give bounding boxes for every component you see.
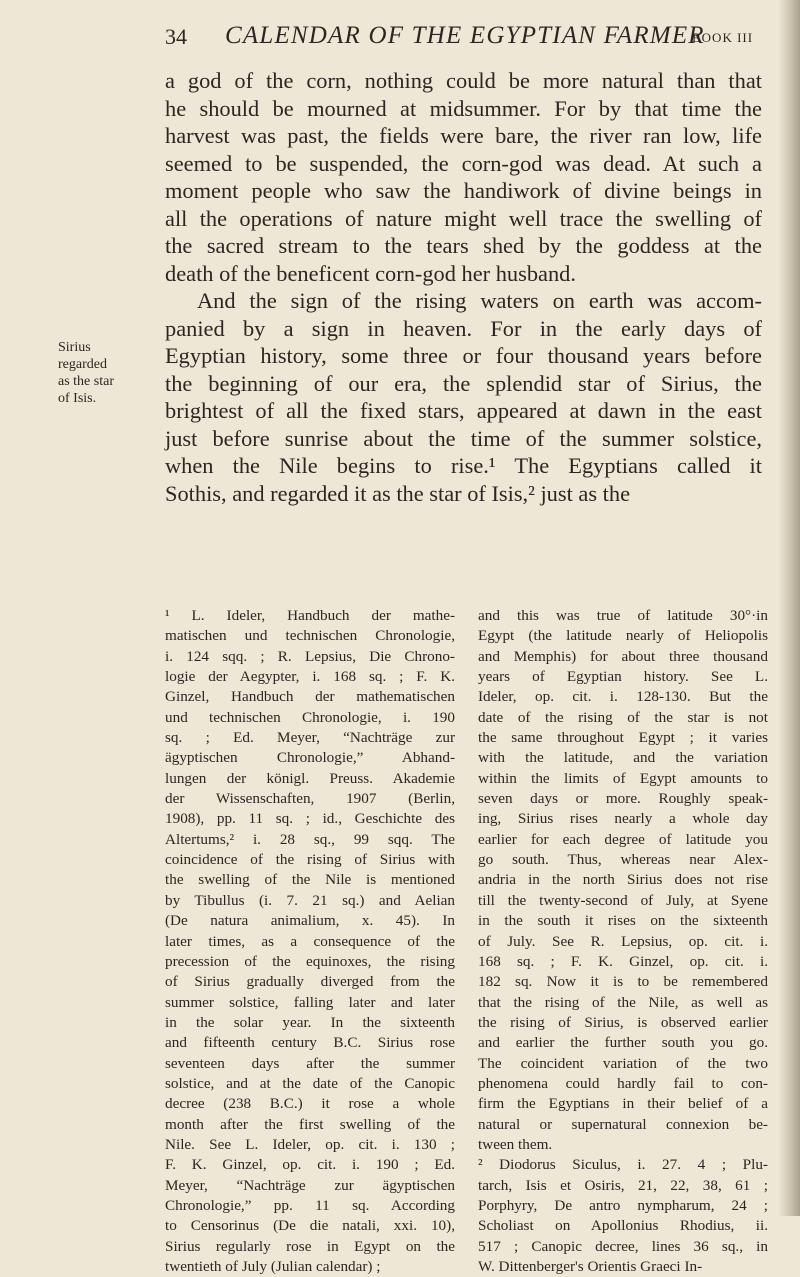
footnote-line: date of the rising of the star is not (478, 708, 768, 726)
body-text-line: he should be mourned at midsummer. For by that time the (165, 95, 762, 121)
footnote-line: within the limits of Egypt amounts to (478, 769, 768, 787)
footnote-line: precession of the equinoxes, the rising (165, 952, 455, 970)
footnote-line: and Memphis) for about three thousand (478, 647, 768, 665)
footnote-line: solstice, and at the date of the Canopic (165, 1074, 455, 1092)
footnote-line: W. Dittenberger's Orientis Graeci In- (478, 1258, 703, 1275)
footnote-line: der Wissenschaften, 1907 (Berlin, (165, 790, 455, 808)
footnote-line: tarch, Isis et Osiris, 21, 22, 38, 61 ; (478, 1176, 768, 1194)
footnote-line: till the twenty-second of July, at Syene (478, 891, 768, 909)
footnote-line: and earlier the further south you go. (478, 1034, 768, 1052)
footnote-line: 517 ; Canopic decree, lines 36 sq., in (478, 1237, 768, 1255)
footnote-line: Egypt (the latitude nearly of Heliopolis (478, 627, 768, 645)
body-text-line: moment people who saw the handiwork of divine beings in (165, 178, 762, 203)
margin-note-line: as the star (58, 374, 114, 389)
footnote-line: month after the first swelling of the (165, 1115, 455, 1133)
body-text-line: a god of the corn, nothing could be more natural than that (165, 68, 762, 93)
footnote-line: go south. Thus, whereas near Alex- (478, 851, 768, 869)
body-text-line: panied by a sign in heaven. For in the early days of (165, 315, 762, 341)
footnote-line: of July. See R. Lepsius, op. cit. i. (478, 932, 768, 950)
body-text-line: when the Nile begins to rise.¹ The Egyptians called it (165, 453, 762, 478)
footnotes-left-column (165, 606, 455, 1277)
margin-note-line: regarded (58, 357, 107, 372)
body-text-line: all the operations of nature might well trace the swelling of (165, 205, 762, 231)
body-text (165, 67, 762, 507)
footnote-line: Altertums,² i. 28 sq., 99 sqq. The (165, 830, 455, 848)
footnote-line: coincidence of the rising of Sirius with (165, 851, 455, 869)
footnote-line: Scholiast on Apollonius Rhodius, ii. (478, 1217, 768, 1235)
footnote-line: the swelling of the Nile is mentioned (165, 871, 455, 889)
footnote-line: that the rising of the Nile, as well as (478, 993, 768, 1011)
footnote-line: (De natura animalium, x. 45). In (165, 912, 455, 930)
footnote-line: to Censorinus (De die natali, xxi. 10), (165, 1217, 455, 1235)
running-title: CALENDAR OF THE EGYPTIAN FARMER (225, 22, 705, 49)
footnote-line: Sirius regularly rose in Egypt on the (165, 1237, 455, 1255)
footnote-line: lungen der königl. Preuss. Akademie (165, 769, 455, 787)
body-text-line: And the sign of the rising waters on earth was accom- (197, 288, 762, 313)
footnote-line: Porphyry, De antro nympharum, 24 ; (478, 1196, 768, 1214)
footnote-line: and fifteenth century B.C. Sirius rose (165, 1034, 455, 1052)
footnote-line: natural or supernatural connexion be- (478, 1115, 768, 1133)
footnote-line: sq. ; Ed. Meyer, “Nachträge zur (165, 729, 455, 747)
footnote-line: the same throughout Egypt ; it varies (478, 729, 768, 747)
footnote-line: with the latitude, and the variation (478, 749, 768, 767)
footnote-line: und technischen Chronologie, i. 190 (165, 708, 455, 726)
footnote-line: in the solar year. In the sixteenth (165, 1013, 455, 1031)
page-number: 34 (165, 24, 187, 49)
margin-note (58, 339, 158, 407)
page-edge-shadow (778, 0, 800, 1216)
footnote-line: F. K. Ginzel, op. cit. i. 190 ; Ed. (165, 1156, 455, 1174)
body-text-line: just before sunrise about the time of the summer solstice, (165, 425, 762, 451)
body-text-line: the beginning of our era, the splendid star of Sirius, the (165, 370, 762, 396)
footnote-line: 168 sq. ; F. K. Ginzel, op. cit. i. (478, 952, 768, 970)
footnote-line: Ideler, op. cit. i. 128-130. But the (478, 688, 768, 706)
footnote-line: ing, Sirius rises nearly a whole day (478, 810, 768, 828)
footnote-line: firm the Egyptians in their belief of a (478, 1095, 768, 1113)
footnote-line: i. 124 sqq. ; R. Lepsius, Die Chrono- (165, 647, 455, 665)
body-text-line: harvest was past, the fields were bare, the river ran low, life (165, 123, 762, 148)
margin-note-line: Sirius (58, 340, 91, 355)
footnote-line: years of Egyptian history. See L. (478, 668, 768, 686)
footnote-line: Meyer, “Nachträge zur ägyptischen (165, 1176, 455, 1194)
footnote-line: logie der Aegypter, i. 168 sq. ; F. K. (165, 668, 455, 686)
footnote-line: ² Diodorus Siculus, i. 27. 4 ; Plu- (478, 1156, 768, 1174)
page-header (165, 22, 765, 56)
footnote-line: Nile. See L. Ideler, op. cit. i. 130 ; (165, 1135, 455, 1153)
footnote-line: seven days or more. Roughly speak- (478, 790, 768, 808)
footnote-line: phenomena could hardly fail to con- (478, 1074, 768, 1092)
body-text-line: Sothis, and regarded it as the star of Isis,² just as the (165, 480, 631, 506)
body-text-line: the sacred stream to the tears shed by the goddess at the (165, 233, 762, 258)
footnote-line: tween them. (478, 1135, 553, 1153)
footnotes-right-column (478, 606, 768, 1277)
footnote-line: seventeen days after the summer (165, 1054, 455, 1072)
footnote-line: Chronologie,” pp. 11 sq. According (165, 1196, 455, 1214)
footnote-line: twentieth of July (Julian calendar) ; (165, 1258, 381, 1275)
footnote-line: the rising of Sirius, is observed earlier (478, 1013, 768, 1031)
margin-note-line: of Isis. (58, 391, 97, 406)
body-text-line: seemed to be suspended, the corn-god was dead. At such a (165, 150, 762, 176)
footnote-line: ägyptischen Chronologie,” Abhand- (165, 749, 455, 767)
book-label: BOOK III (692, 30, 754, 45)
footnote-line: 1908), pp. 11 sq. ; id., Geschichte des (165, 810, 455, 828)
body-text-line: death of the beneficent corn-god her husband. (165, 260, 576, 286)
footnote-line: The coincident variation of the two (478, 1054, 768, 1072)
footnote-line: decree (238 B.C.) it rose a whole (165, 1095, 455, 1113)
footnote-line: in the south it rises on the sixteenth (478, 912, 768, 930)
footnote-line: matischen und technischen Chronologie, (165, 627, 455, 645)
footnote-line: andria in the north Sirius does not rise (478, 871, 768, 889)
footnote-line: of Sirius gradually diverged from the (165, 973, 455, 991)
body-text-line: brightest of all the fixed stars, appeared at dawn in the east (165, 398, 762, 423)
footnote-line: later times, as a consequence of the (165, 932, 455, 950)
footnote-line: and this was true of latitude 30°·in (478, 607, 768, 624)
footnote-line: 182 sq. Now it is to be remembered (478, 973, 768, 991)
footnote-line: earlier for each degree of latitude you (478, 830, 768, 848)
footnote-line: summer solstice, falling later and later (165, 993, 455, 1011)
footnote-line: Ginzel, Handbuch der mathematischen (165, 688, 455, 706)
footnote-line: by Tibullus (i. 7. 21 sq.) and Aelian (165, 891, 455, 909)
body-text-line: Egyptian history, some three or four thousand years before (165, 343, 762, 368)
footnote-line: ¹ L. Ideler, Handbuch der mathe- (165, 607, 455, 624)
